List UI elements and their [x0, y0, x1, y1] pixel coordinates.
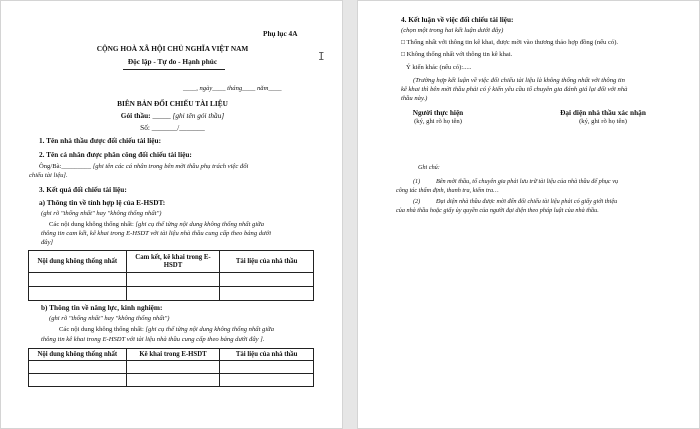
document-page-right [357, 0, 700, 429]
section-3b-desc-1: [ghi cụ thể từng nội dung không thống nhất giữa [145, 326, 275, 333]
table1-header-col3: Tài liệu của nhà thầu [220, 251, 314, 273]
section-1-heading: 1. Tên nhà thầu được đối chiếu tài liệu: [39, 136, 162, 145]
section-3a-heading: a) Thông tin về tính hợp lệ của E-HSDT: [39, 198, 166, 207]
table-row [29, 374, 314, 387]
verification-table-capacity [28, 348, 314, 387]
section-3a-desc [49, 221, 264, 230]
section-2-person-line [39, 163, 248, 172]
table-row [29, 361, 314, 374]
verification-table-legality [28, 250, 314, 301]
signer-left-title: Người thực hiện [412, 108, 464, 117]
signer-left-sub: (ký, ghi rõ họ tên) [414, 118, 462, 125]
section-3b-heading: b) Thông tin về năng lực, kinh nghiệm: [41, 303, 163, 312]
document-number: Số: _______/_______ [140, 123, 205, 132]
motto-underline [123, 69, 225, 70]
section-2-heading: 2. Tên cá nhân được phân công đối chiếu tài liệu: [39, 150, 192, 159]
signer-right-sub: (ký, ghi rõ họ tên) [579, 118, 627, 125]
table2-header-col2: Kê khai trong E-HSDT [126, 349, 220, 361]
section-3b-hint: (ghi rõ "thống nhất" hay "không thống nhất") [49, 315, 170, 322]
note-line-3: thầu này.) [401, 95, 428, 102]
person-hint-cont: chiếu tài liệu]. [29, 172, 68, 179]
document-page-left [0, 0, 343, 429]
person-hint: [ghi tên các cá nhân trong bên mời thầu phụ trách việc đối [92, 163, 249, 170]
section-3a-hint: (ghi rõ "thống nhất" hay "không thống nhất") [41, 210, 162, 217]
motto: Độc lập - Tự do - Hạnh phúc [127, 57, 218, 66]
package-line [1, 111, 343, 120]
appendix-label: Phụ lục 4A [263, 29, 298, 38]
table2-header-col1: Nội dung không thống nhất [29, 349, 127, 361]
section-4-heading: 4. Kết luận về việc đối chiếu tài liệu: [401, 15, 514, 24]
table2-header-col3: Tài liệu của nhà thầu [220, 349, 314, 361]
table1-header-col2: Cam kết, kê khai trong E-HSDT [126, 251, 220, 273]
section-3b-desc-2: thông tin kê khai trong E-HSDT với tài liệu nhà thầu cung cấp theo bảng dưới đây ]. [41, 336, 265, 343]
section-3-heading: 3. Kết quả đối chiếu tài liệu: [39, 185, 127, 194]
date-line: ____, ngày____ tháng____ năm____ [183, 85, 282, 92]
person-label: Ông/Bà:_________ [39, 163, 92, 170]
footnote-2-number: (2) [413, 198, 421, 205]
note-line-1: (Trường hợp kết luận về việc đối chiếu tài liệu là không thống nhất với thông tin [413, 77, 625, 84]
section-3b-desc [59, 326, 274, 335]
signer-right-title: Đại diện nhà thầu xác nhận [560, 108, 646, 117]
page-gutter [343, 0, 357, 429]
section-3a-desc-2: thông tin cam kết, kê khai trong E-HSDT với tài liệu nhà thầu cung cấp theo bảng dưới [41, 230, 272, 237]
conclusion-option-agree[interactable]: □ Thống nhất với thông tin kê khai, được mời vào thương thảo hợp đồng (nếu có). [401, 39, 619, 46]
other-opinion: Ý kiến khác (nếu có):..... [406, 64, 472, 71]
section-4-hint: (chọn một trong hai kết luận dưới đây) [401, 27, 504, 34]
footnote-title: Ghi chú: [418, 164, 440, 171]
footnote-2-line-2: của nhà thầu hoặc giấy ủy quyền của người đại diện theo pháp luật của nhà thầu. [396, 207, 599, 214]
footnote-2-line-1: Đại diện nhà thầu được mời đến đối chiếu tài liệu phải có giấy giới thiệu [436, 198, 618, 205]
table-row [29, 273, 314, 287]
note-line-2: kê khai thì bên mời thầu phải có ý kiến yêu cầu tổ chuyên gia đánh giá lại đối với nhà [401, 86, 628, 93]
section-3a-desc-1: [ghi cụ thể từng nội dung không thống nhất giữa [135, 221, 265, 228]
section-3a-desc-label: Các nội dung không thống nhất: [49, 221, 134, 228]
footnote-1-line-1: Bên mời thầu, tổ chuyên gia phải lưu trữ tài liệu của nhà thầu để phục vụ [436, 178, 619, 185]
package-label: Gói thầu: [120, 111, 151, 120]
table1-header-col1: Nội dung không thống nhất [29, 251, 127, 273]
conclusion-option-disagree[interactable]: □ Không thống nhất với thông tin kê khai. [401, 51, 513, 58]
footnote-1-line-2: công tác thẩm định, thanh tra, kiểm tra… [396, 187, 499, 194]
table-row [29, 287, 314, 301]
text-cursor-icon: I [318, 50, 325, 63]
nation-heading: CỘNG HOÀ XÃ HỘI CHỦ NGHĨA VIỆT NAM [96, 44, 249, 53]
document-title: BIÊN BẢN ĐỐI CHIẾU TÀI LIỆU [117, 99, 228, 108]
package-value: _____ [ghi tên gói thầu] [152, 111, 225, 120]
section-3a-desc-3: đây] [41, 239, 54, 246]
footnote-1-number: (1) [413, 178, 421, 185]
section-3b-desc-label: Các nội dung không thống nhất: [59, 326, 144, 333]
